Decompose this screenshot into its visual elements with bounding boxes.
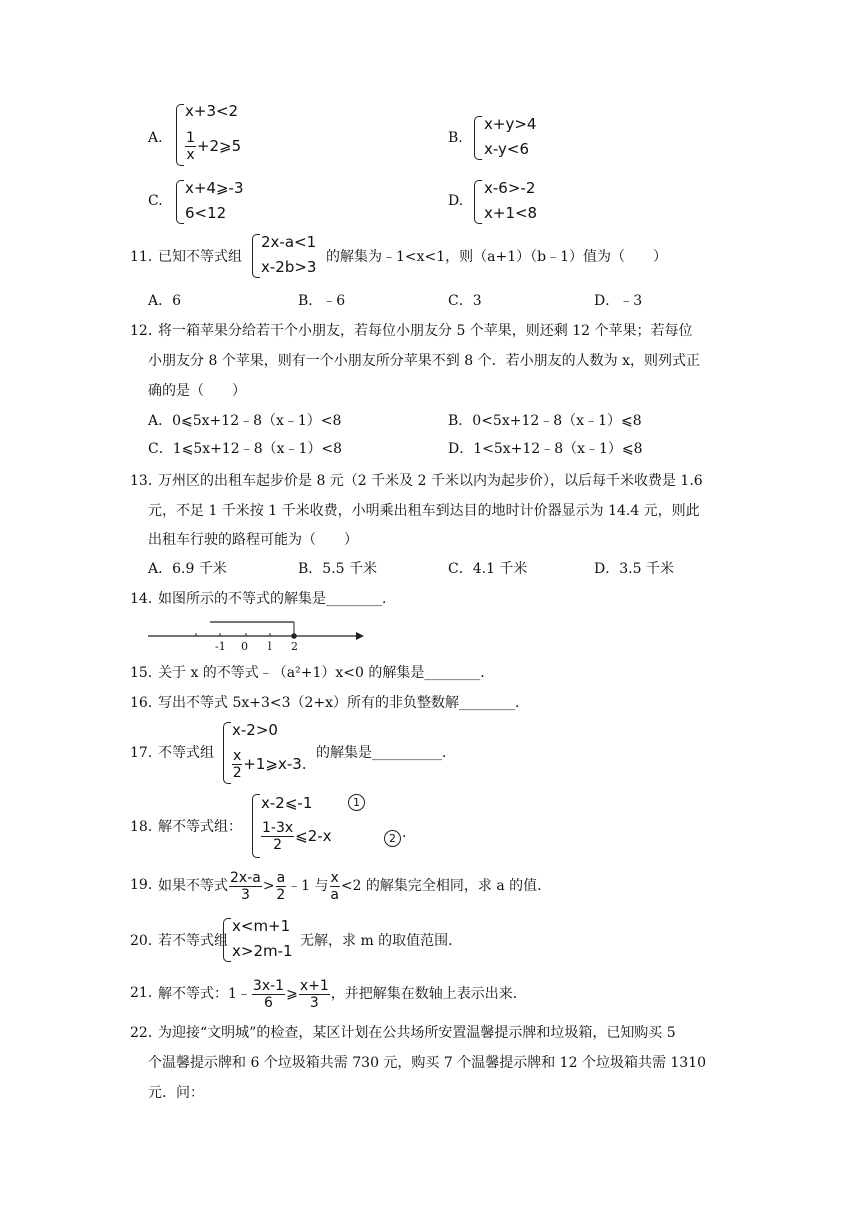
question-suffix: . [402, 825, 407, 841]
option-b-line2: x-y<6 [484, 140, 530, 158]
question-line: 小朋友分 8 个苹果，则有一个小朋友所分苹果不到 8 个．若小朋友的人数为 x，则列式正 [148, 353, 700, 369]
question-number: 12． [130, 323, 162, 339]
brace [252, 794, 260, 858]
question-line: 元．问： [148, 1085, 204, 1101]
question-number: 11． [130, 249, 162, 265]
option-c: C．3 [448, 293, 482, 309]
question-number: 22． [130, 1025, 162, 1041]
question-number: 17． [130, 745, 162, 761]
question-number: 14． [130, 591, 162, 607]
system-line1: 2x-a<1 [261, 233, 317, 251]
option-a: A．6.9 千米 [148, 561, 227, 577]
question-number: 16． [130, 695, 162, 711]
brace [252, 234, 260, 278]
option-c: C．1⩽5x+12﹣8（x﹣1）<8 [148, 441, 343, 457]
brace [176, 104, 184, 166]
brace [176, 180, 184, 224]
brace [223, 722, 231, 784]
question-line: 个温馨提示牌和 6 个垃圾箱共需 730 元，购买 7 个温馨提示牌和 12 个垃圾箱共需 1310 [148, 1055, 707, 1071]
number-line [148, 614, 364, 652]
option-b-line1: x+y>4 [484, 115, 537, 133]
circled-mark: 1 [348, 794, 365, 811]
option-b-letter: B. [448, 130, 463, 146]
option-d-line2: x+1<8 [484, 204, 538, 222]
question-prefix: 若不等式组 [158, 933, 228, 949]
circled-mark: 2 [384, 830, 401, 847]
question-prefix: 已知不等式组 [158, 249, 242, 265]
option-a-line2: $\frac{1}{x}$ +2⩾5 [186, 130, 242, 163]
option-a-line1: x+3<2 [185, 102, 239, 120]
question-body: 如果不等式 $\frac{2x-a}{3}$ > $\frac{a}{2}$ ﹣1 与 $\frac{x}{a}$ <2 的解集完全相同，求 a 的值． [158, 869, 552, 903]
system-line2: $\frac{x}{2}$ +1⩾x-3. [232, 748, 307, 781]
option-c-letter: C. [148, 193, 163, 209]
question-line: 元，不足 1 千米按 1 千米收费，小明乘出租车到达目的地时计价器显示为 14.4 元，则此 [148, 503, 700, 519]
question-number: 19． [130, 877, 162, 893]
question-line: 为迎接“文明城”的检查，某区计划在公共场所安置温馨提示牌和垃圾箱，已知购买 5 [158, 1025, 676, 1041]
option-c-line1: x+4⩾-3 [185, 179, 244, 197]
question-number: 18． [130, 819, 162, 835]
tick-label: 2 [291, 640, 298, 653]
question-line: 万州区的出租车起步价是 8 元（2 千米及 2 千米以内为起步价），以后每千米收费是 1.6 [158, 473, 703, 489]
system-line1: x-2⩽-1 [261, 794, 313, 812]
brace [223, 918, 231, 962]
question-text: 如图所示的不等式的解集是________． [158, 591, 396, 607]
question-number: 13． [130, 473, 162, 489]
option-d: D．1<5x+12﹣8（x﹣1）⩽8 [448, 441, 643, 457]
brace [474, 116, 482, 160]
option-d-line1: x-6>-2 [484, 179, 536, 197]
question-line: 确的是（ ） [148, 383, 246, 399]
option-a: A．6 [148, 293, 182, 309]
question-suffix: 的解集为﹣1<x<1，则（a+1）（b﹣1）值为（ ） [326, 249, 668, 265]
question-line: 将一箱苹果分给若干个小朋友，若每位小朋友分 5 个苹果，则还剩 12 个苹果；若每位 [158, 323, 693, 339]
option-c: C．4.1 千米 [448, 561, 528, 577]
question-number: 15． [130, 665, 162, 681]
question-text: 关于 x 的不等式﹣（a²+1）x<0 的解集是________． [158, 665, 495, 681]
system-line1: x-2>0 [232, 721, 278, 739]
question-suffix: 的解集是__________． [316, 745, 456, 761]
system-line1: x<m+1 [232, 917, 291, 935]
question-number: 21． [130, 985, 162, 1001]
question-suffix: 无解，求 m 的取值范围． [300, 933, 463, 949]
option-a-letter: A. [148, 130, 163, 146]
option-d-letter: D. [448, 193, 464, 209]
option-d: D．3.5 千米 [594, 561, 674, 577]
tick-label: -1 [215, 640, 226, 653]
question-prefix: 不等式组 [158, 745, 214, 761]
question-body: 解不等式：1﹣ $\frac{3x-1}{6}$ ⩾ $\frac{x+1}{3}$ ，并把解集在数轴上表示出来． [158, 977, 527, 1011]
question-number: 20． [130, 933, 162, 949]
question-prefix: 解不等式组： [158, 819, 242, 835]
option-c-line2: 6<12 [185, 204, 227, 222]
system-line2: x-2b>3 [261, 258, 317, 276]
question-line: 出租车行驶的路程可能为（ ） [148, 532, 358, 548]
system-line2: $\frac{1-3x}{2}$ ⩽2-x [262, 820, 332, 853]
option-a: A．0⩽5x+12﹣8（x﹣1）<8 [148, 413, 342, 429]
brace [474, 180, 482, 224]
option-b: B．﹣6 [298, 293, 346, 309]
tick-label: l [268, 640, 272, 653]
option-b: B．0<5x+12﹣8（x﹣1）⩽8 [448, 413, 642, 429]
system-line2: x>2m-1 [232, 942, 293, 960]
tick-label: 0 [241, 640, 248, 653]
option-b: B．5.5 千米 [298, 561, 378, 577]
question-text: 写出不等式 5x+3<3（2+x）所有的非负整数解________． [158, 695, 530, 711]
option-d: D．﹣3 [594, 293, 643, 309]
